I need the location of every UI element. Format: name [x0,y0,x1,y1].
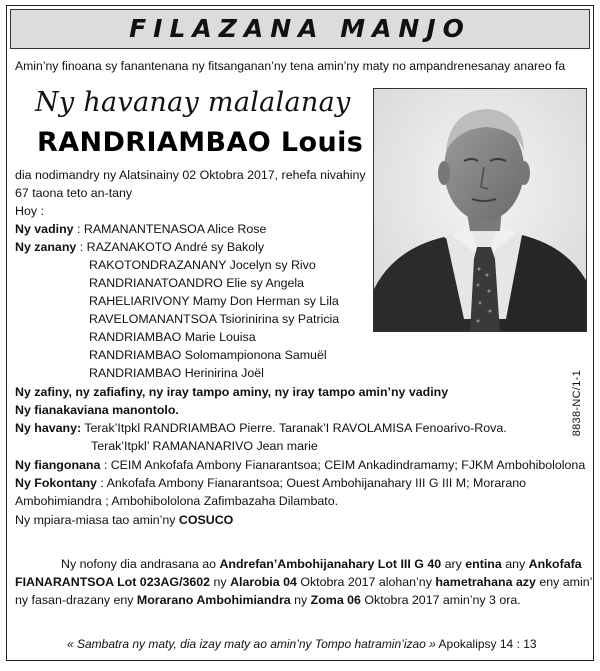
portrait-photo [373,88,587,332]
funeral-date: Zoma 06 [310,593,361,607]
spouse-line [15,221,266,239]
grandchildren-line: Ny zafiny, ny zafiafiny, ny iray tampo aminy, ny iray tampo amin’ny vadiny [15,385,449,399]
colleagues-company: COSUCO [178,513,234,527]
script-title: Ny havanay malalanay [35,87,351,118]
funeral-text: ny [290,593,311,607]
child-item: RANDRIAMBAO Solomampionona Samuël [89,348,327,362]
funeral-text: ny fasan-drazany eny [15,593,137,607]
funeral-text-bold: hametrahana azy [435,575,536,589]
funeral-text: Ny nofony dia andrasana ao [61,557,220,571]
children-line [15,239,264,257]
intro-text: Amin’ny finoana sy fanantenana ny fitsanganan’ny tena amin’ny maty no ampandrenesanay anareo fa [15,59,566,73]
child-item: RANDRIAMBAO Marie Louisa [89,330,256,344]
funeral-line-2 [15,574,592,592]
family-line: Ny fianakaviana manontolo. [15,403,179,417]
funeral-text: ary [441,557,466,571]
funeral-place: Ankofafa [528,557,582,571]
bible-quote [67,636,537,653]
funeral-text-bold: entina [465,557,502,571]
funeral-text: ny [210,575,231,589]
masthead-title: FILAZANA MANJO [129,14,471,44]
funeral-text: any [501,557,529,571]
reference-code: 8838-NC/1-1 [571,370,583,437]
funeral-place: Andrefan’Ambohijanahary Lot III G 40 [219,557,442,571]
child-item: RAVELOMANANTSOA Tsiorinirina sy Patricia [89,312,340,326]
relatives-label: Ny havany: [15,421,82,435]
children-first: : RAZANAKOTO André sy Bakoly [79,240,265,254]
quote-reference: Apokalipsy 14 : 13 [435,637,537,651]
colleagues-line [15,512,233,530]
funeral-line-3 [15,592,521,610]
masthead-banner [10,9,590,49]
relatives-line [15,420,507,438]
funeral-text: Oktobra 2017 amin’ny 3 ora. [360,593,521,607]
deceased-name: RANDRIAMBAO Louis [37,127,364,158]
child-item: RAKOTONDRAZANANY Jocelyn sy Rivo [89,258,316,272]
fokontany-line [15,475,526,493]
fokontany-value: : Ankofafa Ambony Fianarantsoa; Ouest Ambohijanahary III G III M; Morarano [100,476,527,490]
colleagues-prefix: Ny mpiara-miasa tao amin’ny [15,513,179,527]
funeral-text: Oktobra 2017 alohan’ny [296,575,436,589]
fokontany-label: Ny Fokontany [15,476,97,490]
church-label: Ny fiangonana [15,458,101,472]
church-line [15,457,585,475]
hoy-label: Hoy : [15,204,44,218]
fokontany-line-2: Ambohimiandra ; Ambohibololona Zafimbazaha Dilambato. [15,494,339,508]
funeral-place: FIANARANTSOA Lot 023AG/3602 [15,575,211,589]
spouse-label: Ny vadiny [15,222,74,236]
spouse-name: : RAMANANTENASOA Alice Rose [73,222,267,236]
child-item: RANDRIAMBAO Herinirina Joël [89,366,264,380]
church-value: : CEIM Ankofafa Ambony Fianarantsoa; CEIM Ankadindramamy; FJKM Ambohibololona [100,458,586,472]
children-label: Ny zanany [15,240,77,254]
child-item: RAHELIARIVONY Mamy Don Herman sy Lila [89,294,339,308]
funeral-date: Alarobia 04 [230,575,297,589]
child-item: RANDRIANATOANDRO Elie sy Angela [89,276,305,290]
quote-text: « Sambatra ny maty, dia izay maty ao amin’ny Tompo hatramin’izao » [67,637,436,651]
funeral-place: Morarano Ambohimiandra [136,593,291,607]
funeral-line-1 [61,556,582,574]
death-line-1: dia nodimandry ny Alatsinainy 02 Oktobra 2017, rehefa nivahiny [15,168,366,182]
relatives-line-2: Terak’Itpkl’ RAMANANARIVO Jean marie [91,439,318,453]
announcement-page [6,5,594,661]
relatives-value: Terak’Itpkl RANDRIAMBAO Pierre. Taranak’I RAVOLAMISA Fenoarivo-Rova. [81,421,507,435]
death-line-2: 67 taona teto an-tany [15,186,133,200]
funeral-text: eny amin’ [535,575,593,589]
